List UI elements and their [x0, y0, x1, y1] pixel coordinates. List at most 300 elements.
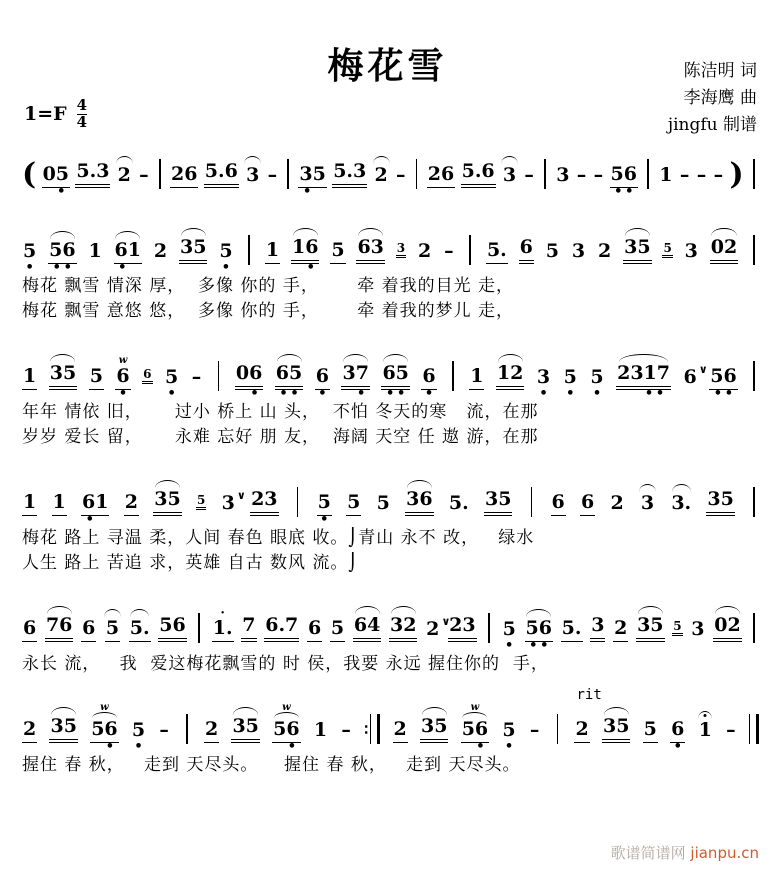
slur-arc — [498, 354, 523, 362]
lyric-line: 人生 路上 苦追 求，英雄 自古 数风 流。⌡ — [22, 553, 359, 573]
octave-dot-low — [275, 743, 286, 753]
system — [22, 474, 759, 576]
octave-dot-low — [128, 264, 139, 274]
note-top — [153, 225, 168, 240]
note-top — [158, 599, 186, 614]
note — [417, 225, 432, 274]
octave-dot-low: • — [529, 638, 538, 653]
note — [317, 476, 332, 526]
slur-arc — [51, 707, 76, 715]
note-digits: 5 — [502, 618, 516, 640]
note-top — [221, 477, 236, 492]
barline — [297, 487, 299, 517]
slur-arc — [715, 606, 740, 614]
note — [448, 599, 476, 652]
note-top — [623, 221, 651, 236]
note — [272, 703, 300, 753]
slur-arc — [604, 707, 629, 715]
note-digits: 56 — [525, 617, 553, 642]
system — [22, 146, 759, 198]
note-top — [501, 704, 516, 719]
slur-arc — [373, 156, 390, 164]
note-digits: 64 — [353, 614, 381, 642]
score — [22, 146, 759, 802]
octave-dot-low: • — [118, 260, 127, 275]
note-top — [87, 225, 102, 240]
note-top — [244, 149, 261, 164]
note-digits: 3 — [556, 164, 570, 186]
note-top — [158, 704, 170, 719]
note-top — [353, 599, 381, 614]
note — [22, 602, 37, 652]
note-top — [461, 703, 489, 718]
mordent-icon: w — [118, 355, 128, 366]
barline — [544, 159, 546, 189]
composer-credit: 李海鹰 曲 — [683, 88, 757, 108]
note-top — [679, 149, 691, 164]
note — [713, 599, 741, 652]
note-digits: – — [139, 164, 149, 186]
note-bottom — [275, 739, 297, 754]
note — [356, 221, 384, 274]
note — [376, 477, 391, 526]
note-digits: 5 — [545, 240, 560, 262]
note-bottom — [591, 386, 602, 401]
note-top — [75, 145, 110, 160]
note-digits: 1 — [22, 491, 37, 516]
note — [153, 473, 181, 526]
note-top — [313, 704, 328, 719]
note-top — [571, 225, 586, 240]
system — [22, 600, 759, 677]
note-bottom — [118, 386, 129, 401]
note — [315, 350, 330, 400]
note — [709, 350, 737, 400]
barline — [248, 235, 250, 265]
note — [425, 603, 451, 652]
note-digits: 23 — [448, 614, 476, 642]
note-digits: 3 — [536, 366, 551, 388]
note — [131, 704, 146, 753]
note-digits: 5 — [346, 491, 361, 516]
note-top — [204, 145, 239, 160]
note — [218, 225, 233, 274]
note-bottom — [464, 739, 486, 754]
barline — [218, 361, 220, 391]
note — [81, 476, 109, 526]
duration-dash — [593, 149, 605, 198]
note-digits: 56 — [610, 163, 638, 188]
repeat-barline — [364, 714, 380, 744]
note-digits: 6.7 — [264, 614, 299, 642]
note-digits: 02 — [713, 614, 741, 642]
note-digits: – — [395, 164, 406, 186]
note-top — [298, 148, 326, 163]
octave-dot-low: • — [57, 184, 66, 199]
note-top — [381, 347, 409, 362]
note-top — [49, 347, 77, 362]
note-top — [204, 703, 219, 718]
note-top — [448, 477, 470, 492]
octave-dot-low: • — [614, 184, 623, 199]
note-top — [484, 473, 512, 488]
note-digits: 35 — [179, 236, 207, 264]
note-top — [670, 477, 692, 492]
note — [373, 149, 390, 198]
octave-dot-low: • — [167, 386, 176, 401]
note — [658, 149, 673, 198]
note-digits: 3 — [691, 618, 705, 640]
slur-arc — [355, 606, 380, 614]
note — [90, 703, 118, 753]
note-top — [307, 602, 322, 617]
time-numerator: 4 — [76, 96, 88, 114]
note-digits: 6 — [421, 365, 436, 390]
note — [519, 221, 534, 274]
note-top — [576, 149, 588, 164]
note-digits: 2 — [124, 491, 139, 516]
octave-dot-low — [238, 390, 249, 400]
note-digits: – — [267, 164, 278, 186]
octave-dot-low — [464, 743, 475, 753]
note — [313, 704, 328, 753]
note-bottom — [504, 638, 515, 653]
note-top — [170, 148, 198, 163]
parenthesis: ) — [729, 157, 744, 192]
note-top — [22, 350, 37, 365]
note-digits: 6 — [580, 491, 595, 516]
note-digits: 6 — [551, 491, 566, 516]
note-bottom — [317, 386, 328, 401]
lyricist-credit: 陈洁明 词 — [683, 61, 757, 81]
note — [623, 221, 651, 274]
note-bottom — [538, 386, 549, 401]
note-top — [317, 476, 332, 491]
note-top — [129, 602, 151, 617]
slur-arc — [619, 354, 667, 362]
note-top — [346, 476, 361, 491]
note-bottom — [84, 512, 106, 527]
note-bottom — [613, 184, 635, 199]
octave-dot-low: • — [118, 386, 128, 401]
note — [706, 473, 734, 526]
barline — [753, 487, 755, 517]
note-digits: 2 — [153, 240, 168, 262]
note-top — [610, 477, 625, 492]
note-top — [241, 599, 256, 614]
note — [427, 148, 455, 198]
repeat-bars — [370, 714, 380, 744]
duration-dash — [191, 351, 203, 400]
note-digits: 5 — [502, 719, 516, 741]
note-top — [22, 476, 37, 491]
note-top — [264, 599, 299, 614]
octave-dot-low: • — [357, 386, 366, 401]
octave-dot-low: • — [318, 386, 327, 401]
note-bottom — [45, 184, 67, 199]
notation-line — [22, 600, 759, 652]
note-top — [164, 351, 179, 366]
note — [602, 700, 630, 753]
note-top — [42, 148, 70, 163]
note — [551, 476, 566, 526]
slur-arc — [115, 231, 140, 239]
octave-dot-low: • — [655, 386, 665, 401]
note-digits: 3 — [221, 492, 235, 514]
note — [346, 476, 361, 526]
duration-dash — [443, 225, 455, 274]
note — [555, 149, 570, 198]
barline — [416, 159, 418, 189]
note-digits: 3. — [671, 492, 692, 514]
octave-dot-low: • — [306, 260, 315, 275]
note-digits: 35 — [231, 715, 259, 743]
note — [250, 473, 278, 526]
slur-arc — [104, 609, 121, 617]
note-digits: 05 — [42, 163, 70, 188]
note-top — [597, 225, 612, 240]
duration-dash — [696, 149, 708, 198]
note-top — [90, 703, 118, 718]
note-bottom — [504, 739, 515, 754]
note-digits: 6 — [307, 617, 322, 642]
octave-dot-low: • — [424, 386, 434, 401]
note-digits: 12 — [496, 362, 524, 390]
note — [639, 477, 656, 526]
note-top — [235, 347, 263, 362]
note-top — [275, 347, 303, 362]
note — [461, 703, 489, 753]
note-top — [22, 703, 37, 718]
barline — [469, 235, 471, 265]
note-digits: 2 — [204, 718, 219, 743]
note-digits: 35 — [153, 488, 181, 516]
note-bottom — [117, 260, 139, 275]
octave-dot-low: • — [625, 184, 634, 199]
slur-arc — [358, 228, 383, 236]
note-digits: 2 — [598, 240, 612, 262]
note-digits: 2 — [574, 718, 589, 743]
note — [353, 599, 381, 652]
duration-dash — [267, 149, 279, 198]
note-bottom — [424, 386, 435, 401]
duration-dash — [679, 149, 691, 198]
note-top — [610, 148, 638, 163]
note-top — [267, 149, 279, 164]
note-top — [393, 703, 408, 718]
note — [496, 347, 524, 400]
note-digits: – — [679, 164, 690, 186]
octave-dot-low — [93, 743, 104, 753]
note-top — [636, 599, 664, 614]
note-top — [52, 476, 67, 491]
barline — [531, 487, 533, 517]
duration-dash — [138, 149, 150, 198]
note-top — [683, 351, 698, 366]
note-digits: 2 — [374, 164, 388, 186]
duration-dash — [158, 704, 170, 753]
note-top — [425, 603, 440, 618]
octave-dot-low — [622, 390, 633, 400]
note-digits: – — [593, 164, 604, 186]
note — [22, 476, 37, 526]
system — [22, 222, 759, 324]
note-digits: 5. — [561, 617, 583, 642]
note-digits: 35 — [602, 715, 630, 743]
note-top — [231, 700, 259, 715]
note-digits: 3 — [640, 492, 655, 514]
octave-dot-low: • — [63, 260, 72, 275]
note-top — [589, 351, 604, 366]
note — [22, 703, 37, 753]
octave-dot-low: • — [724, 386, 734, 401]
slur-arc — [526, 609, 551, 617]
note-top — [104, 602, 121, 617]
note-digits: 56 — [709, 365, 737, 390]
breath-mark-icon: ∨ — [441, 615, 451, 628]
octave-dot-low — [95, 516, 106, 526]
note-bottom — [712, 386, 734, 401]
note-bottom — [565, 386, 576, 401]
note-top — [212, 602, 234, 621]
note-digits: 06 — [235, 362, 263, 390]
mordent-icon: w — [282, 702, 291, 713]
note — [613, 602, 628, 652]
note-top — [417, 225, 432, 240]
note-top — [81, 602, 96, 617]
slur-arc — [47, 606, 72, 614]
note-digits: 5 — [330, 617, 345, 642]
note-top — [291, 221, 319, 236]
note-top — [593, 149, 605, 164]
note — [610, 148, 638, 198]
slur-arc — [391, 606, 416, 614]
note-bottom — [345, 386, 367, 401]
note — [501, 149, 518, 198]
note-digits: 35 — [420, 715, 448, 743]
note-bottom — [93, 739, 115, 754]
note-digits: – — [159, 719, 169, 741]
grace-note — [672, 611, 682, 652]
note-top — [529, 704, 541, 719]
barline — [557, 714, 559, 744]
note-bottom — [528, 638, 550, 653]
note-top — [272, 703, 300, 718]
note-digits: 36 — [405, 488, 433, 516]
note-top — [265, 224, 280, 239]
note — [381, 347, 409, 400]
barline — [159, 159, 161, 189]
note — [571, 225, 586, 274]
note-top — [138, 149, 150, 164]
octave-dot-low: • — [221, 260, 231, 275]
note-top — [613, 602, 628, 617]
grace-note — [396, 233, 406, 274]
note-bottom — [294, 260, 316, 275]
octave-dot-low: • — [85, 512, 94, 527]
notation-line — [22, 687, 759, 754]
note — [589, 351, 604, 400]
duration-dash — [340, 704, 352, 753]
note-top — [427, 148, 455, 163]
lyric-line: 梅花 飘雪 情深 厚， 多像 你的 手， 牵 着我的目光 走， — [22, 276, 515, 296]
note — [389, 599, 417, 652]
watermark — [611, 842, 759, 863]
note-digits: 32 — [389, 614, 417, 642]
note — [597, 225, 612, 274]
note-digits: 5 — [165, 366, 179, 388]
note — [536, 351, 551, 400]
note-digits: 2 — [117, 164, 131, 186]
note-top — [551, 476, 566, 491]
octave-dot-high: · — [220, 606, 225, 621]
note-top — [116, 149, 133, 164]
slur-arc — [293, 228, 318, 236]
note — [116, 149, 133, 198]
note-top — [525, 602, 553, 617]
note-top — [218, 225, 233, 240]
duration-dash — [523, 149, 535, 198]
note — [421, 350, 436, 400]
note-digits: 1 — [52, 491, 67, 516]
note-digits: – — [576, 164, 587, 186]
note — [298, 148, 326, 198]
lyric-line: 握住 春 秋， 走到 天尽头。 握住 春 秋， 走到 天尽头。 — [22, 755, 521, 775]
grace-note — [142, 359, 152, 400]
note-digits: 2317 — [616, 362, 671, 390]
octave-dot-low: • — [592, 386, 602, 401]
note-digits: 5. — [486, 239, 508, 264]
note-top — [421, 350, 436, 365]
note — [484, 473, 512, 526]
note-digits: 3 — [396, 242, 406, 258]
mordent-icon: w — [470, 702, 480, 713]
note-top — [536, 351, 551, 366]
note — [501, 704, 516, 753]
note-digits: – — [696, 164, 707, 186]
note-top — [250, 473, 278, 488]
note — [104, 602, 121, 652]
note-digits: 2 — [610, 492, 624, 514]
octave-dot-low: • — [287, 739, 297, 754]
note — [448, 477, 470, 526]
credits-block — [668, 58, 757, 139]
octave-dot-low — [633, 390, 644, 400]
duration-dash — [576, 149, 588, 198]
note — [265, 224, 280, 274]
note-top — [373, 149, 390, 164]
octave-dot-low — [313, 188, 324, 198]
note — [502, 603, 517, 652]
octave-dot-low: • — [566, 386, 575, 401]
note-digits: 1 — [698, 719, 712, 741]
octave-dot-low: • — [673, 739, 682, 754]
note-top — [389, 599, 417, 614]
note — [153, 225, 168, 274]
note-digits: 5 — [89, 365, 104, 390]
note-top — [332, 145, 367, 160]
note-digits: 5.3 — [75, 160, 110, 188]
note-top — [725, 704, 737, 719]
system — [22, 348, 759, 450]
note-top — [580, 476, 595, 491]
mordent-icon: w — [100, 702, 109, 713]
system — [22, 687, 759, 778]
note — [616, 347, 671, 400]
note-top — [602, 700, 630, 715]
note — [561, 602, 583, 652]
note-top — [590, 599, 605, 614]
